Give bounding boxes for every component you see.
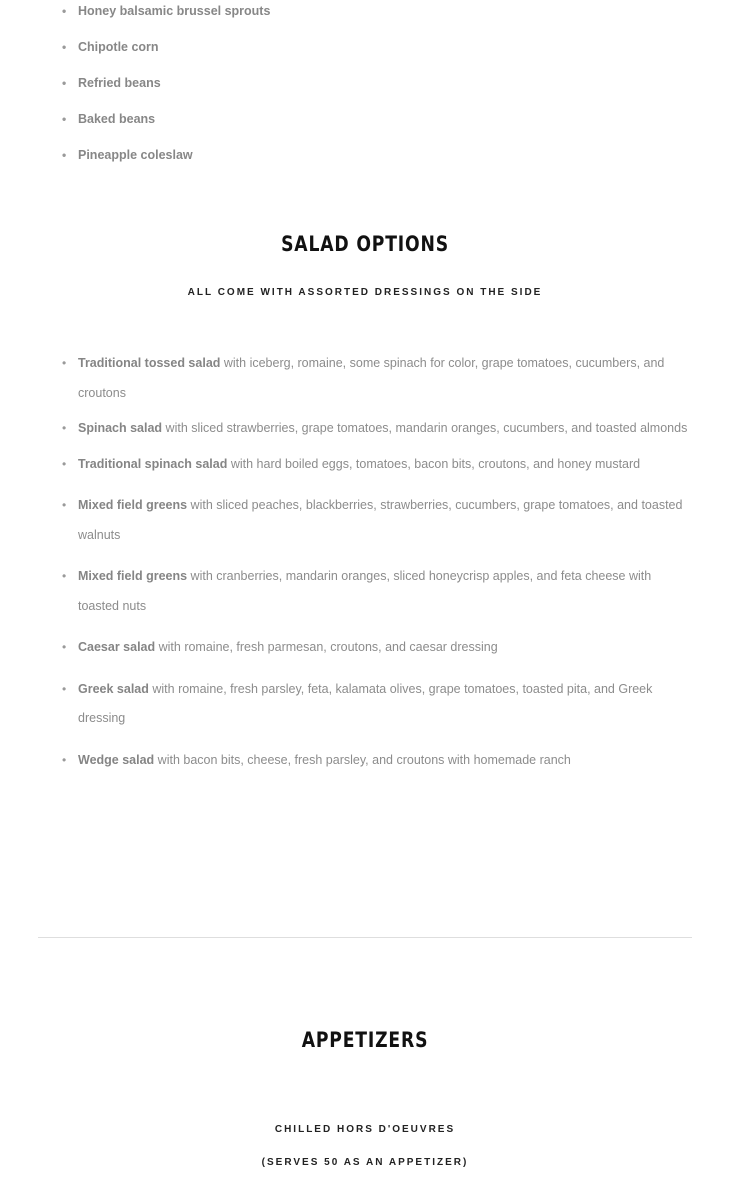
salad-name: Greek salad	[78, 681, 149, 696]
list-item: • Refried beans	[0, 75, 730, 91]
salad-name: Spinach salad	[78, 421, 163, 435]
salad-list	[0, 349, 730, 787]
list-item	[0, 450, 730, 480]
section-title-appetizers: APPETIZERS	[301, 1028, 429, 1052]
salad-name: Mixed field greens	[78, 498, 188, 512]
salad-name: Traditional tossed salad	[78, 356, 221, 370]
section-subtitle-dressings: ALL COME WITH ASSORTED DRESSINGS ON THE SIDE	[187, 287, 543, 298]
list-item	[0, 746, 730, 776]
salad-description: with sliced peaches, blackberries, strawberries, cucumbers, grape tomatoes, and toasted walnuts	[78, 498, 683, 542]
subsection-title-chilled: CHILLED HORS D'OEUVRES	[274, 1124, 456, 1135]
salad-description: with hard boiled eggs, tomatoes, bacon bits, croutons, and honey mustard	[227, 456, 641, 471]
list-item: • Pineapple coleslaw	[0, 147, 730, 163]
salad-description: with bacon bits, cheese, fresh parsley, and croutons with homemade ranch	[154, 752, 571, 767]
salad-description: with sliced strawberries, grape tomatoes, mandarin oranges, cucumbers, and toasted almonds	[162, 421, 688, 435]
list-item	[0, 675, 730, 734]
salad-name: Mixed field greens	[78, 569, 188, 583]
list-item: • Honey balsamic brussel sprouts	[0, 3, 730, 19]
salad-description: with romaine, fresh parmesan, croutons, and caesar dressing	[155, 640, 498, 654]
salad-name: Wedge salad	[78, 752, 155, 767]
salad-name: Traditional spinach salad	[78, 456, 228, 471]
list-item	[0, 414, 730, 444]
list-item	[0, 491, 730, 550]
list-item	[0, 349, 730, 408]
section-divider	[38, 937, 692, 938]
salad-name: Caesar salad	[78, 640, 156, 654]
list-item: • Baked beans	[0, 111, 730, 127]
salad-description: with iceberg, romaine, some spinach for color, grape tomatoes, cucumbers, and croutons	[78, 356, 665, 400]
sides-list	[0, 3, 730, 183]
list-item	[0, 562, 730, 621]
salad-description: with cranberries, mandarin oranges, sliced honeycrisp apples, and feta cheese with toasted nuts	[78, 569, 652, 613]
section-title-salad-options: SALAD OPTIONS	[281, 232, 449, 256]
serving-note: (SERVES 50 AS AN APPETIZER)	[261, 1157, 469, 1168]
salad-description: with romaine, fresh parsley, feta, kalamata olives, grape tomatoes, toasted pita, and Greek dressing	[78, 681, 653, 725]
list-item	[0, 633, 730, 663]
list-item: • Chipotle corn	[0, 39, 730, 55]
